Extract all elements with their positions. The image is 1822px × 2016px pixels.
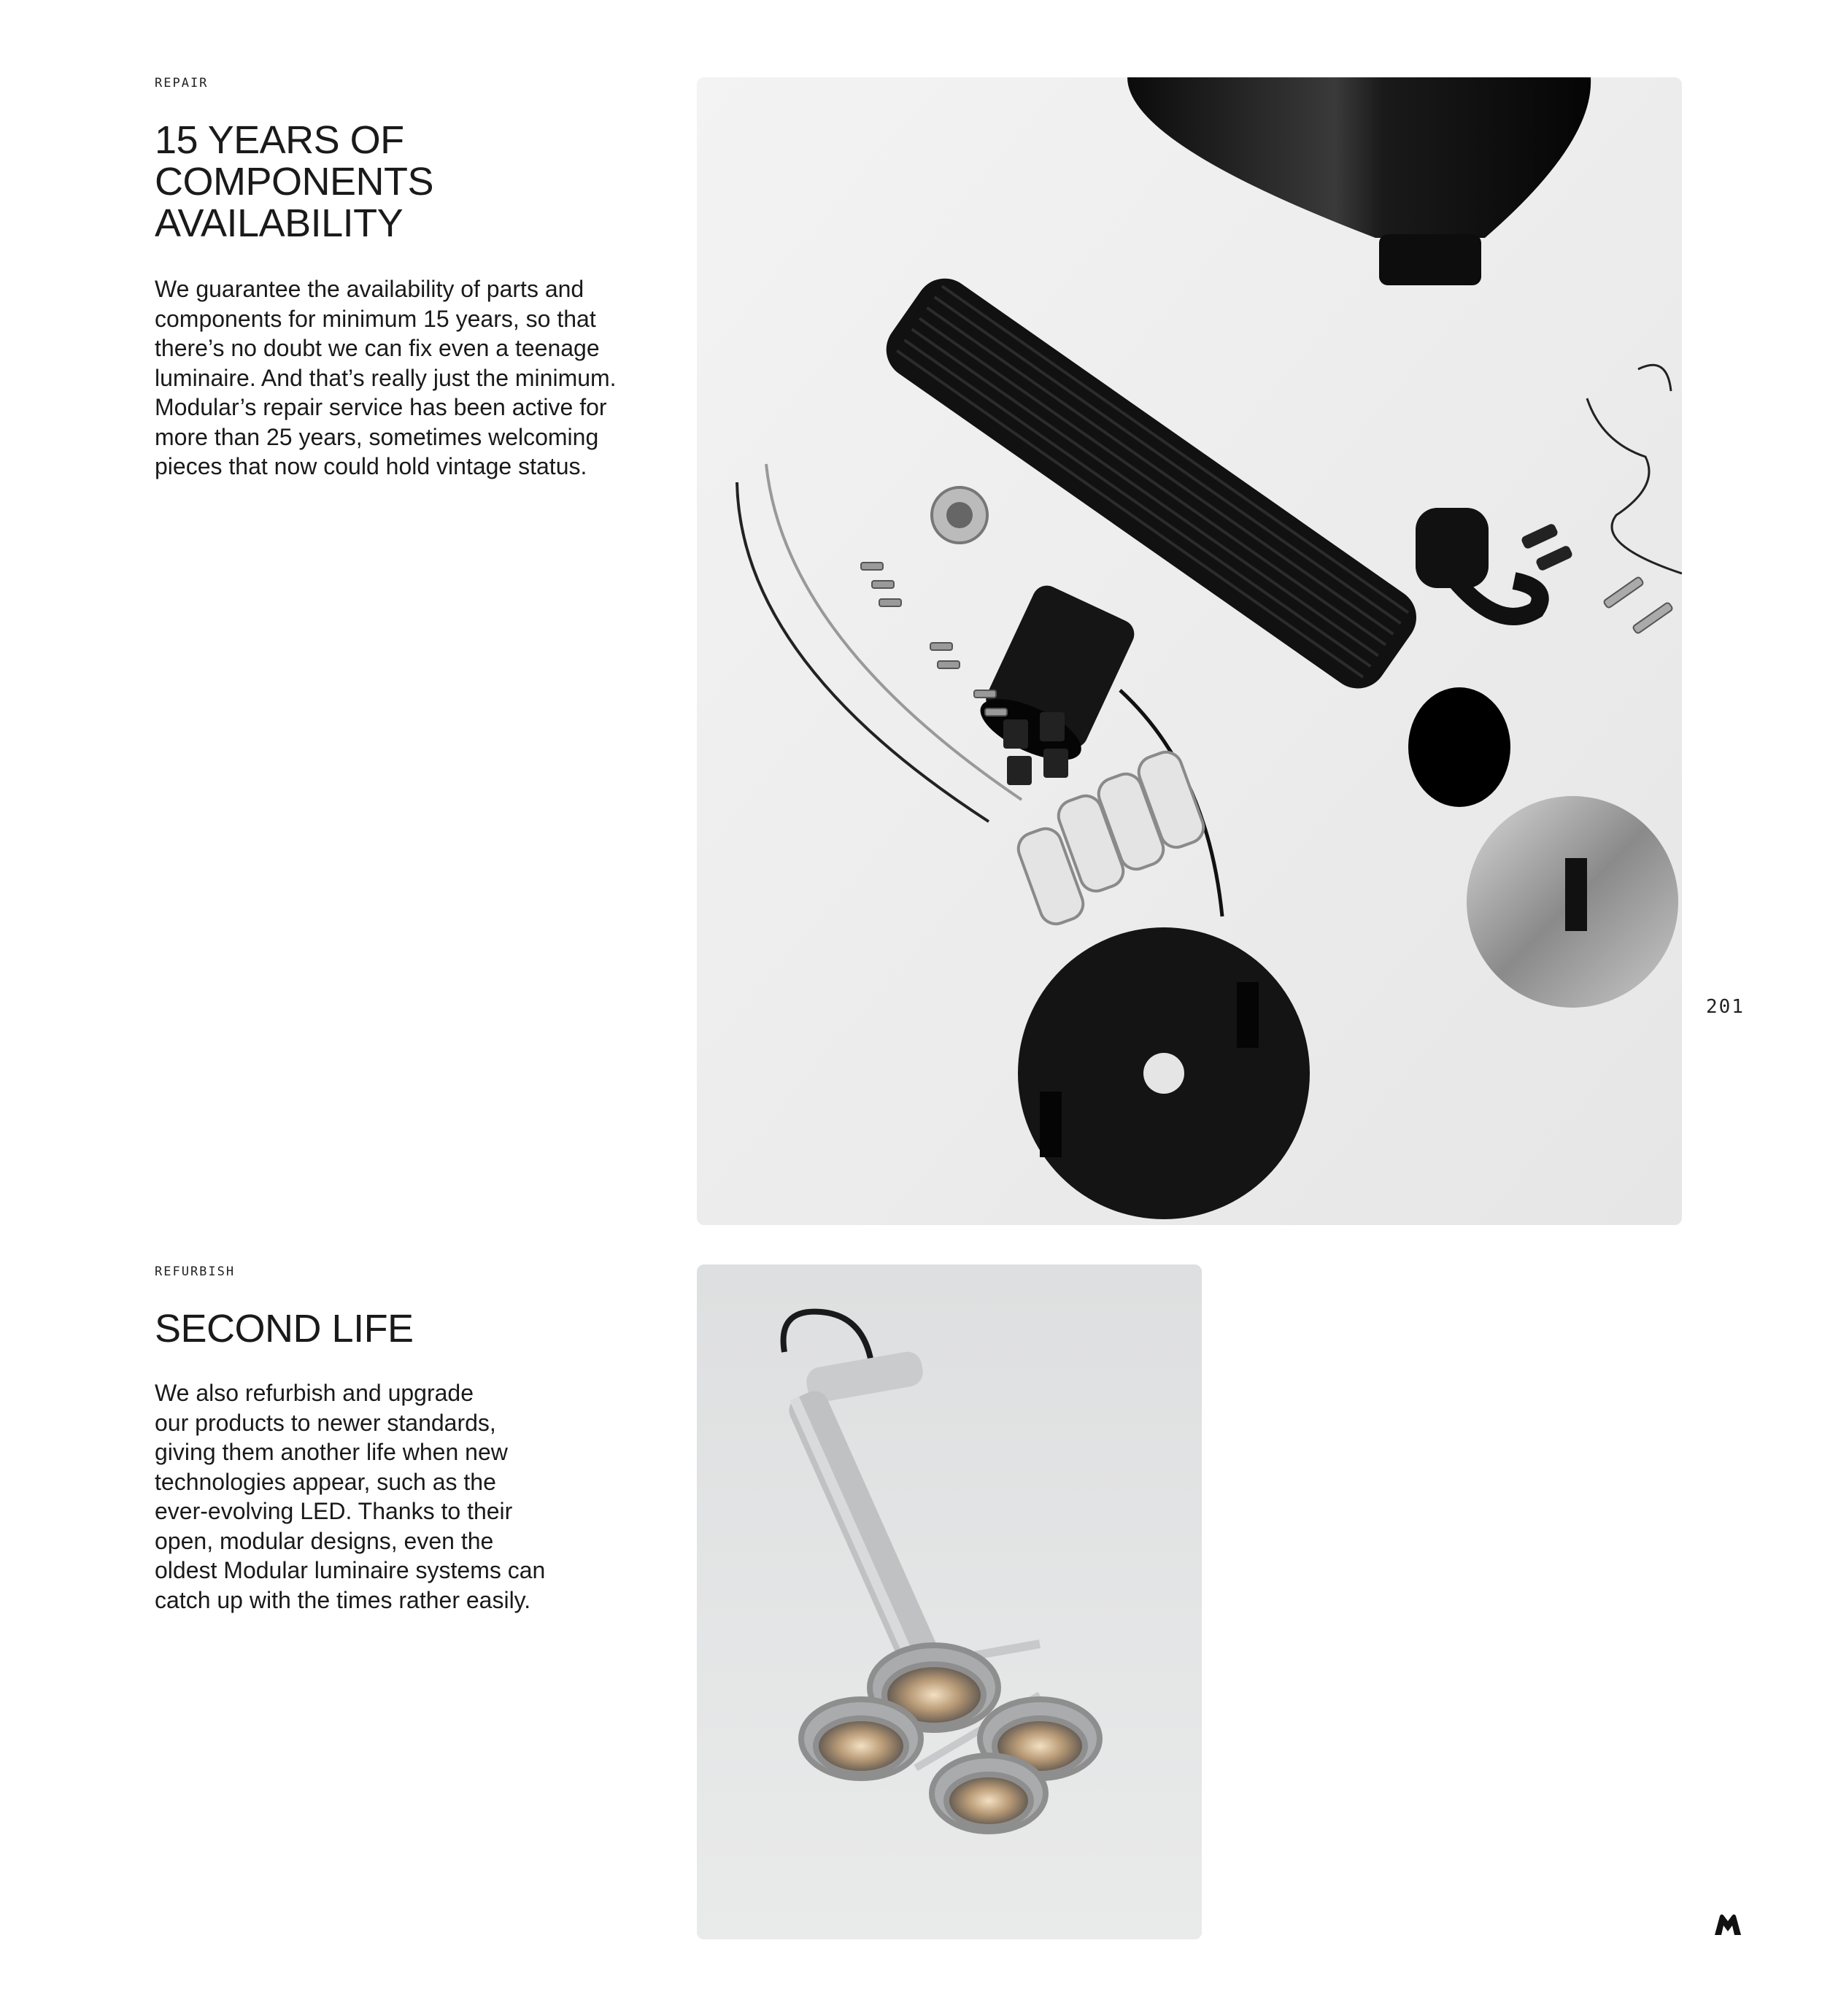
paragraph-refurbish: We also refurbish and upgrade our products to newer standards, giving them another life when new technologies appear, such as the ever-evolving LED. Thanks to their open, modular designs, even the oldest Modular luminaire systems can catch up with the times rather easily. xyxy=(155,1380,546,1613)
photo-refurbished-luminaire xyxy=(697,1264,1202,1939)
section-kicker-refurbish: REFURBISH xyxy=(155,1264,236,1279)
paragraph-repair: We guarantee the availability of parts and components for minimum 15 years, so that there’s no doubt we can fix even a teenage luminaire. And that’s really just the minimum. Modular’s repair service has been active for more than 25 years, sometimes welcoming pieces that now could hold vintage status. xyxy=(155,276,617,479)
modular-logo-icon xyxy=(1715,1913,1741,1939)
photo-disassembled-components xyxy=(697,77,1682,1225)
page-number: 201 xyxy=(1706,996,1745,1018)
section-kicker-repair: REPAIR xyxy=(155,76,209,90)
heading-second-life: SECOND LIFE xyxy=(155,1307,414,1351)
heading-components-availability: 15 YEARS OF COMPONENTS AVAILABILITY xyxy=(155,118,434,245)
